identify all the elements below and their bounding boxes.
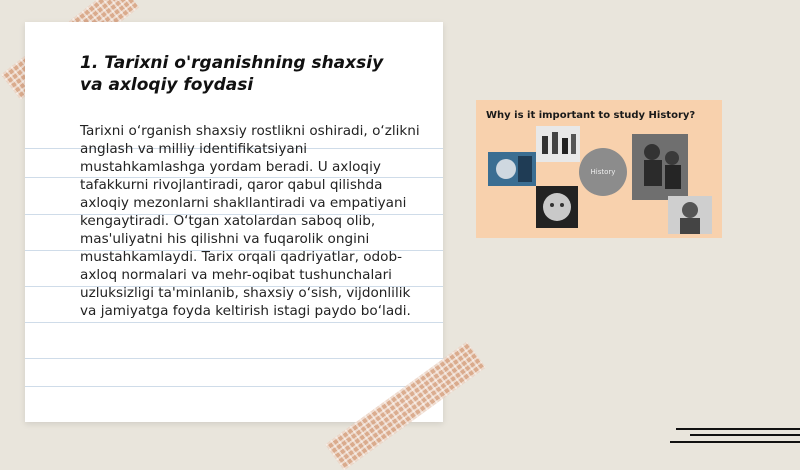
slide-title: 1. Tarixni o'rganishning shaxsiy va axloqiy foydasi (80, 53, 384, 95)
collage-title: Why is it important to study History? (486, 110, 696, 121)
photo-vintage-portrait (668, 196, 712, 234)
notebook-paper (25, 22, 443, 422)
decorative-line (670, 441, 800, 443)
history-center-label: History (579, 148, 627, 196)
decorative-line (676, 428, 800, 430)
photo-soldiers (632, 134, 688, 200)
decorative-line (690, 434, 800, 436)
slide-body-text: Tarixni o‘rganish shaxsiy rostlikni oshiradi, o‘zlikni anglash va milliy identifikatsiyani mustahkamlashga yordam beradi. U axloqiy tafakkurni rivojlantiradi, qaror qabul qilishda axloqiy mezonlarni shakllantiradi va empatiyani kengaytiradi. O‘tgan xatolardan saboq olib, mas'uliyatni his qilishni va fuqarolik ongini mustahkamlaydi. Tarix orqali qadriyatlar, odob-axloq normalari va mehr-oqibat tushunchalari uzluksizligi ta'minlanib, shaxsiy o‘sish, vijdonlilik va jamiyatga foyda keltirish istagi paydo bo‘ladi. (80, 123, 420, 319)
history-collage-image (476, 100, 722, 238)
paper-rule-line (25, 322, 443, 323)
paper-rule-line (25, 386, 443, 387)
paper-rule-line (25, 358, 443, 359)
photo-child-portrait (536, 186, 578, 228)
photo-crowd (536, 126, 580, 162)
photo-blue-portrait (488, 152, 536, 186)
